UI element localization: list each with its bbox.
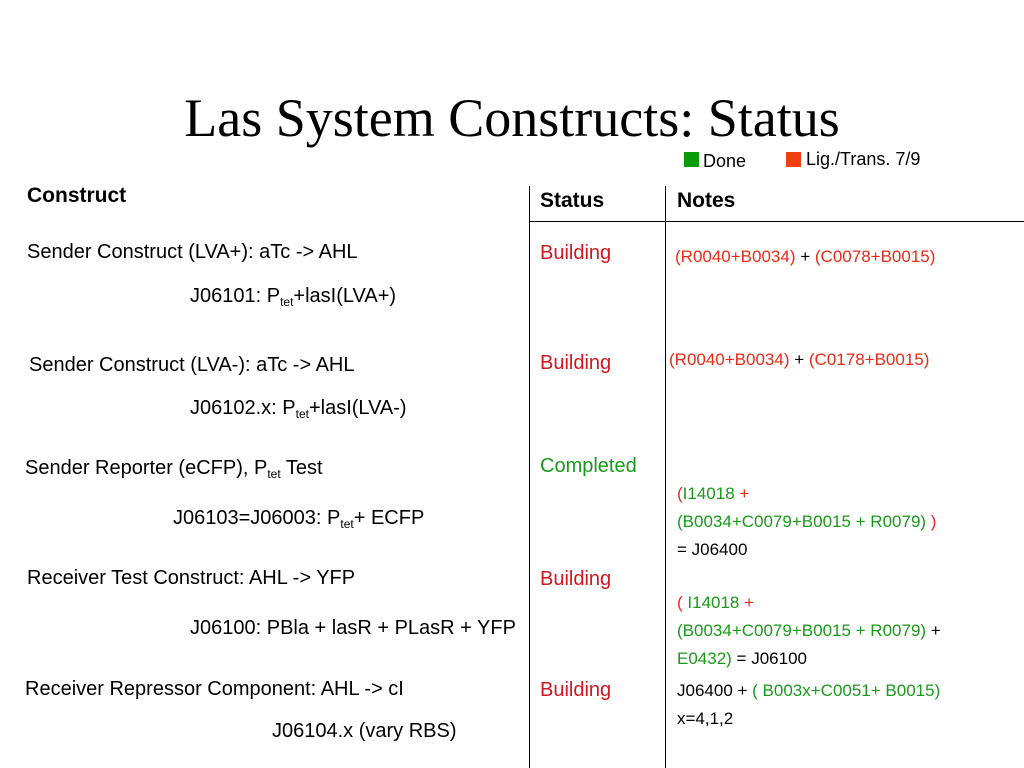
notes-segment: (R0040+B0034) [675,247,796,266]
construct-notes [675,243,935,271]
notes-segment: ( [677,593,688,612]
notes-segment: + [734,484,750,503]
notes-segment: + [789,350,809,369]
notes-segment: + [926,621,941,640]
notes-segment: I14018 [682,484,735,503]
construct-name: Receiver Repressor Component: AHL -> cI [25,678,404,700]
notes-segment: E0432) [677,649,732,668]
status-badge: Building [540,568,612,590]
notes-line [677,617,941,645]
status-badge: Completed [540,455,637,477]
notes-segment: J06400 + [677,681,753,700]
done-swatch-icon [684,152,699,167]
notes-line [677,589,941,617]
construct-name: Sender Reporter (eCFP), $P_{tet}$ Test [25,457,323,481]
construct-notes [677,480,936,564]
construct-part: J06103=J06003: $P_{tet}+$ ECFP [173,507,425,531]
legend-done-label: Done [703,151,747,171]
notes-segment: = J06100 [731,649,807,668]
notes-line [677,508,936,536]
construct-notes [669,346,929,374]
notes-segment: ( B003x+C0051+ B0015) [752,681,941,700]
notes-segment: = J06400 [677,540,748,559]
header-notes: Notes [677,189,736,212]
construct-notes [677,677,940,733]
construct-part: J06100: PBla + lasR + PLasR + YFP [190,617,516,639]
header-status: Status [540,189,605,212]
column-divider-status [529,186,530,768]
notes-segment: ( [677,484,683,503]
construct-name: Sender Construct (LVA-): aTc -> AHL [29,354,355,376]
notes-segment: x=4,1,2 [677,709,734,728]
notes-line [675,243,935,271]
lig-trans-swatch-icon [786,152,801,167]
legend-lig-trans-label: Lig./Trans. 7/9 [806,149,921,169]
notes-segment: (B0034+C0079+B0015 + R0079) [677,621,927,640]
notes-line [677,645,941,673]
notes-segment: I14018 [687,593,740,612]
header-construct: Construct [27,184,127,207]
notes-segment: (R0040+B0034) [669,350,790,369]
status-badge: Building [540,352,612,374]
construct-notes [677,589,941,673]
notes-segment: (C0078+B0015) [814,247,936,266]
header-underline [529,221,1024,222]
notes-line [677,705,940,733]
construct-name: Receiver Test Construct: AHL -> YFP [27,567,356,589]
notes-line [669,346,929,374]
construct-part: J06104.x (vary RBS) [272,720,457,742]
notes-segment: (B0034+C0079+B0015 + R0079) [677,512,927,531]
status-badge: Building [540,679,612,701]
notes-segment: + [795,247,815,266]
construct-name: Sender Construct (LVA+): aTc -> AHL [27,241,358,263]
notes-line [677,480,936,508]
column-divider-notes [665,186,666,768]
notes-segment: (C0178+B0015) [808,350,930,369]
notes-segment: ) [926,512,937,531]
slide-title: Las System Constructs: Status [184,88,840,148]
notes-line [677,677,940,705]
notes-line [677,536,936,564]
notes-segment: + [739,593,755,612]
status-badge: Building [540,242,612,264]
construct-part: J06101: $P_{tet}+lasI(LVA+)$ [190,285,397,309]
construct-part: J06102.x: $P_{tet}+lasI(LVA-)$ [190,397,407,421]
